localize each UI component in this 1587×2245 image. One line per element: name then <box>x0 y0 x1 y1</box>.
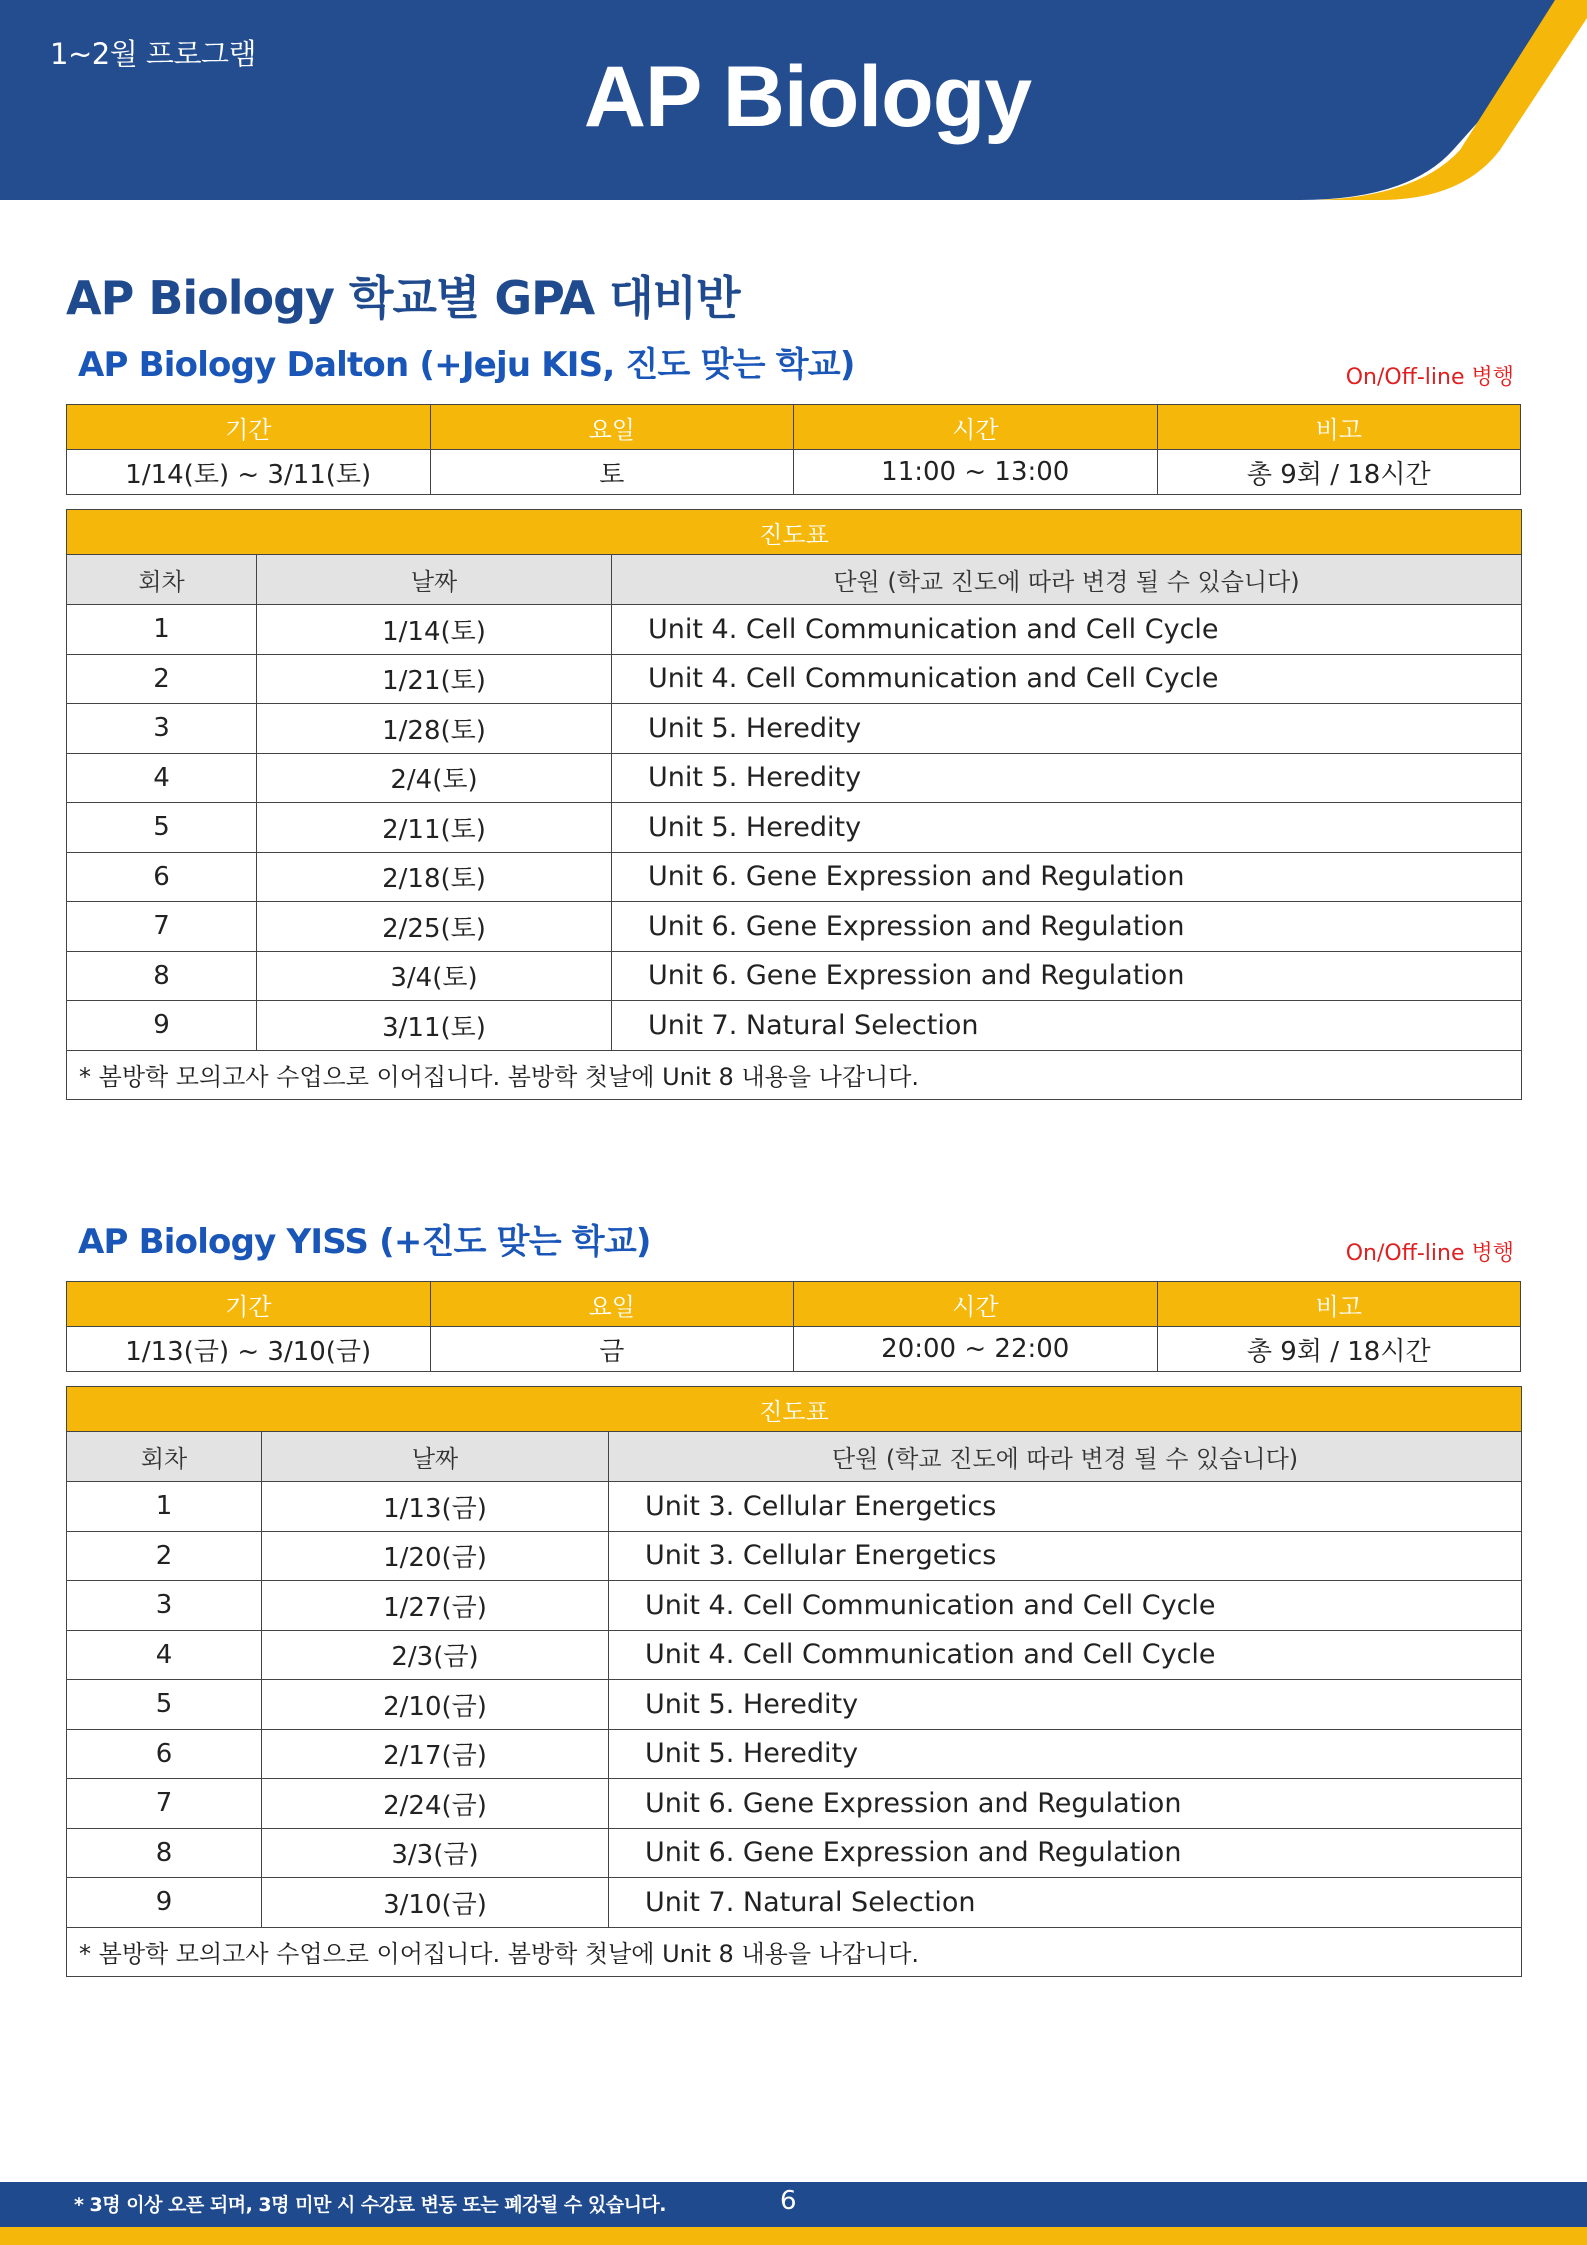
course-title: AP Biology YISS (+진도 맞는 학교) <box>78 1222 651 1262</box>
course-info-table <box>66 1281 1521 1372</box>
session-date: 2/11(토) <box>257 803 612 853</box>
value-remark: 총 9회 / 18시간 <box>1157 1327 1521 1372</box>
session-unit: Unit 4. Cell Communication and Cell Cycle <box>612 654 1522 704</box>
table-row <box>67 654 1522 704</box>
value-day: 토 <box>430 450 794 495</box>
course-info-table <box>66 404 1521 495</box>
session-date: 2/18(토) <box>257 852 612 902</box>
note-row <box>67 1050 1522 1100</box>
session-unit: Unit 6. Gene Expression and Regulation <box>609 1779 1522 1829</box>
table-row <box>67 704 1522 754</box>
header-unit: 단원 (학교 진도에 따라 변경 될 수 있습니다) <box>612 555 1522 605</box>
header-time: 시간 <box>794 405 1158 450</box>
session-number: 7 <box>67 902 257 952</box>
info-value-row <box>67 450 1521 495</box>
table-row <box>67 1779 1522 1829</box>
header-session: 회차 <box>67 555 257 605</box>
page-footer <box>0 2182 1587 2245</box>
program-period-tag: 1~2월 프로그램 <box>50 37 256 71</box>
table-row <box>67 1482 1522 1532</box>
session-unit: Unit 4. Cell Communication and Cell Cycle <box>612 605 1522 655</box>
header-remark: 비고 <box>1157 1282 1521 1327</box>
session-unit: Unit 7. Natural Selection <box>612 1001 1522 1051</box>
session-unit: Unit 4. Cell Communication and Cell Cycle <box>609 1581 1522 1631</box>
info-value-row <box>67 1327 1521 1372</box>
page-title <box>0 48 1587 147</box>
session-date: 3/11(토) <box>257 1001 612 1051</box>
mode-note: On/Off-line 병행 <box>1345 1241 1514 1266</box>
table-row <box>67 951 1522 1001</box>
session-date: 1/20(금) <box>262 1531 609 1581</box>
header-day: 요일 <box>430 405 794 450</box>
table-row <box>67 852 1522 902</box>
table-row <box>67 1581 1522 1631</box>
session-number: 9 <box>67 1878 262 1928</box>
session-unit: Unit 6. Gene Expression and Regulation <box>612 902 1522 952</box>
table-row <box>67 1531 1522 1581</box>
session-date: 1/28(토) <box>257 704 612 754</box>
session-date: 2/3(금) <box>262 1630 609 1680</box>
session-number: 6 <box>67 1729 262 1779</box>
session-number: 8 <box>67 1828 262 1878</box>
session-unit: Unit 5. Heredity <box>609 1680 1522 1730</box>
session-unit: Unit 5. Heredity <box>612 704 1522 754</box>
info-header-row <box>67 1282 1521 1327</box>
session-date: 3/4(토) <box>257 951 612 1001</box>
session-date: 3/10(금) <box>262 1878 609 1928</box>
session-unit: Unit 6. Gene Expression and Regulation <box>612 951 1522 1001</box>
session-unit: Unit 4. Cell Communication and Cell Cycle <box>609 1630 1522 1680</box>
session-number: 1 <box>67 1482 262 1532</box>
table-row <box>67 753 1522 803</box>
session-date: 1/14(토) <box>257 605 612 655</box>
table-row <box>67 1828 1522 1878</box>
schedule-table <box>66 509 1522 1100</box>
header-unit: 단원 (학교 진도에 따라 변경 될 수 있습니다) <box>609 1432 1522 1482</box>
session-unit: Unit 3. Cellular Energetics <box>609 1531 1522 1581</box>
session-number: 9 <box>67 1001 257 1051</box>
session-date: 1/27(금) <box>262 1581 609 1631</box>
table-row <box>67 803 1522 853</box>
schedule-table <box>66 1386 1522 1977</box>
session-number: 5 <box>67 1680 262 1730</box>
session-number: 2 <box>67 1531 262 1581</box>
page-number: 6 <box>780 2186 797 2216</box>
session-number: 8 <box>67 951 257 1001</box>
table-row <box>67 1001 1522 1051</box>
session-date: 3/3(금) <box>262 1828 609 1878</box>
value-day: 금 <box>430 1327 794 1372</box>
session-unit: Unit 6. Gene Expression and Regulation <box>609 1828 1522 1878</box>
session-number: 4 <box>67 1630 262 1680</box>
header-day: 요일 <box>430 1282 794 1327</box>
session-date: 1/21(토) <box>257 654 612 704</box>
table-row <box>67 1630 1522 1680</box>
session-number: 2 <box>67 654 257 704</box>
table-row <box>67 1729 1522 1779</box>
session-number: 5 <box>67 803 257 853</box>
session-date: 2/24(금) <box>262 1779 609 1829</box>
value-time: 20:00 ~ 22:00 <box>794 1327 1158 1372</box>
course-title: AP Biology Dalton (+Jeju KIS, 진도 맞는 학교) <box>78 345 855 385</box>
session-unit: Unit 5. Heredity <box>612 803 1522 853</box>
schedule-title: 진도표 <box>67 1387 1522 1432</box>
value-period: 1/14(토) ~ 3/11(토) <box>67 450 431 495</box>
page-title-text: AP Biology <box>583 49 1032 145</box>
session-number: 1 <box>67 605 257 655</box>
schedule-header-row <box>67 1432 1522 1482</box>
header-time: 시간 <box>794 1282 1158 1327</box>
mode-note: On/Off-line 병행 <box>1345 365 1514 390</box>
schedule-note: * 봄방학 모의고사 수업으로 이어집니다. 봄방학 첫날에 Unit 8 내용을 나갑니다. <box>67 1050 1522 1100</box>
value-remark: 총 9회 / 18시간 <box>1157 450 1521 495</box>
session-date: 2/17(금) <box>262 1729 609 1779</box>
table-row <box>67 902 1522 952</box>
section-title: AP Biology 학교별 GPA 대비반 <box>66 271 740 325</box>
footer-note: * 3명 이상 오픈 되며, 3명 미만 시 수강료 변동 또는 폐강될 수 있습니다. <box>74 2194 667 2216</box>
schedule-header-row <box>67 555 1522 605</box>
value-time: 11:00 ~ 13:00 <box>794 450 1158 495</box>
schedule-note: * 봄방학 모의고사 수업으로 이어집니다. 봄방학 첫날에 Unit 8 내용을 나갑니다. <box>67 1927 1522 1977</box>
schedule-title: 진도표 <box>67 510 1522 555</box>
session-number: 3 <box>67 704 257 754</box>
session-number: 3 <box>67 1581 262 1631</box>
header-session: 회차 <box>67 1432 262 1482</box>
session-date: 2/25(토) <box>257 902 612 952</box>
session-date: 2/10(금) <box>262 1680 609 1730</box>
session-unit: Unit 6. Gene Expression and Regulation <box>612 852 1522 902</box>
header-date: 날짜 <box>262 1432 609 1482</box>
session-unit: Unit 5. Heredity <box>612 753 1522 803</box>
table-row <box>67 1878 1522 1928</box>
header-period: 기간 <box>67 1282 431 1327</box>
session-unit: Unit 7. Natural Selection <box>609 1878 1522 1928</box>
page-header <box>0 0 1587 200</box>
header-date: 날짜 <box>257 555 612 605</box>
session-number: 6 <box>67 852 257 902</box>
info-header-row <box>67 405 1521 450</box>
session-date: 1/13(금) <box>262 1482 609 1532</box>
session-date: 2/4(토) <box>257 753 612 803</box>
session-number: 7 <box>67 1779 262 1829</box>
footer-stripe <box>0 2227 1587 2245</box>
note-row <box>67 1927 1522 1977</box>
table-row <box>67 605 1522 655</box>
header-remark: 비고 <box>1157 405 1521 450</box>
table-row <box>67 1680 1522 1730</box>
session-unit: Unit 3. Cellular Energetics <box>609 1482 1522 1532</box>
value-period: 1/13(금) ~ 3/10(금) <box>67 1327 431 1372</box>
session-unit: Unit 5. Heredity <box>609 1729 1522 1779</box>
session-number: 4 <box>67 753 257 803</box>
header-period: 기간 <box>67 405 431 450</box>
